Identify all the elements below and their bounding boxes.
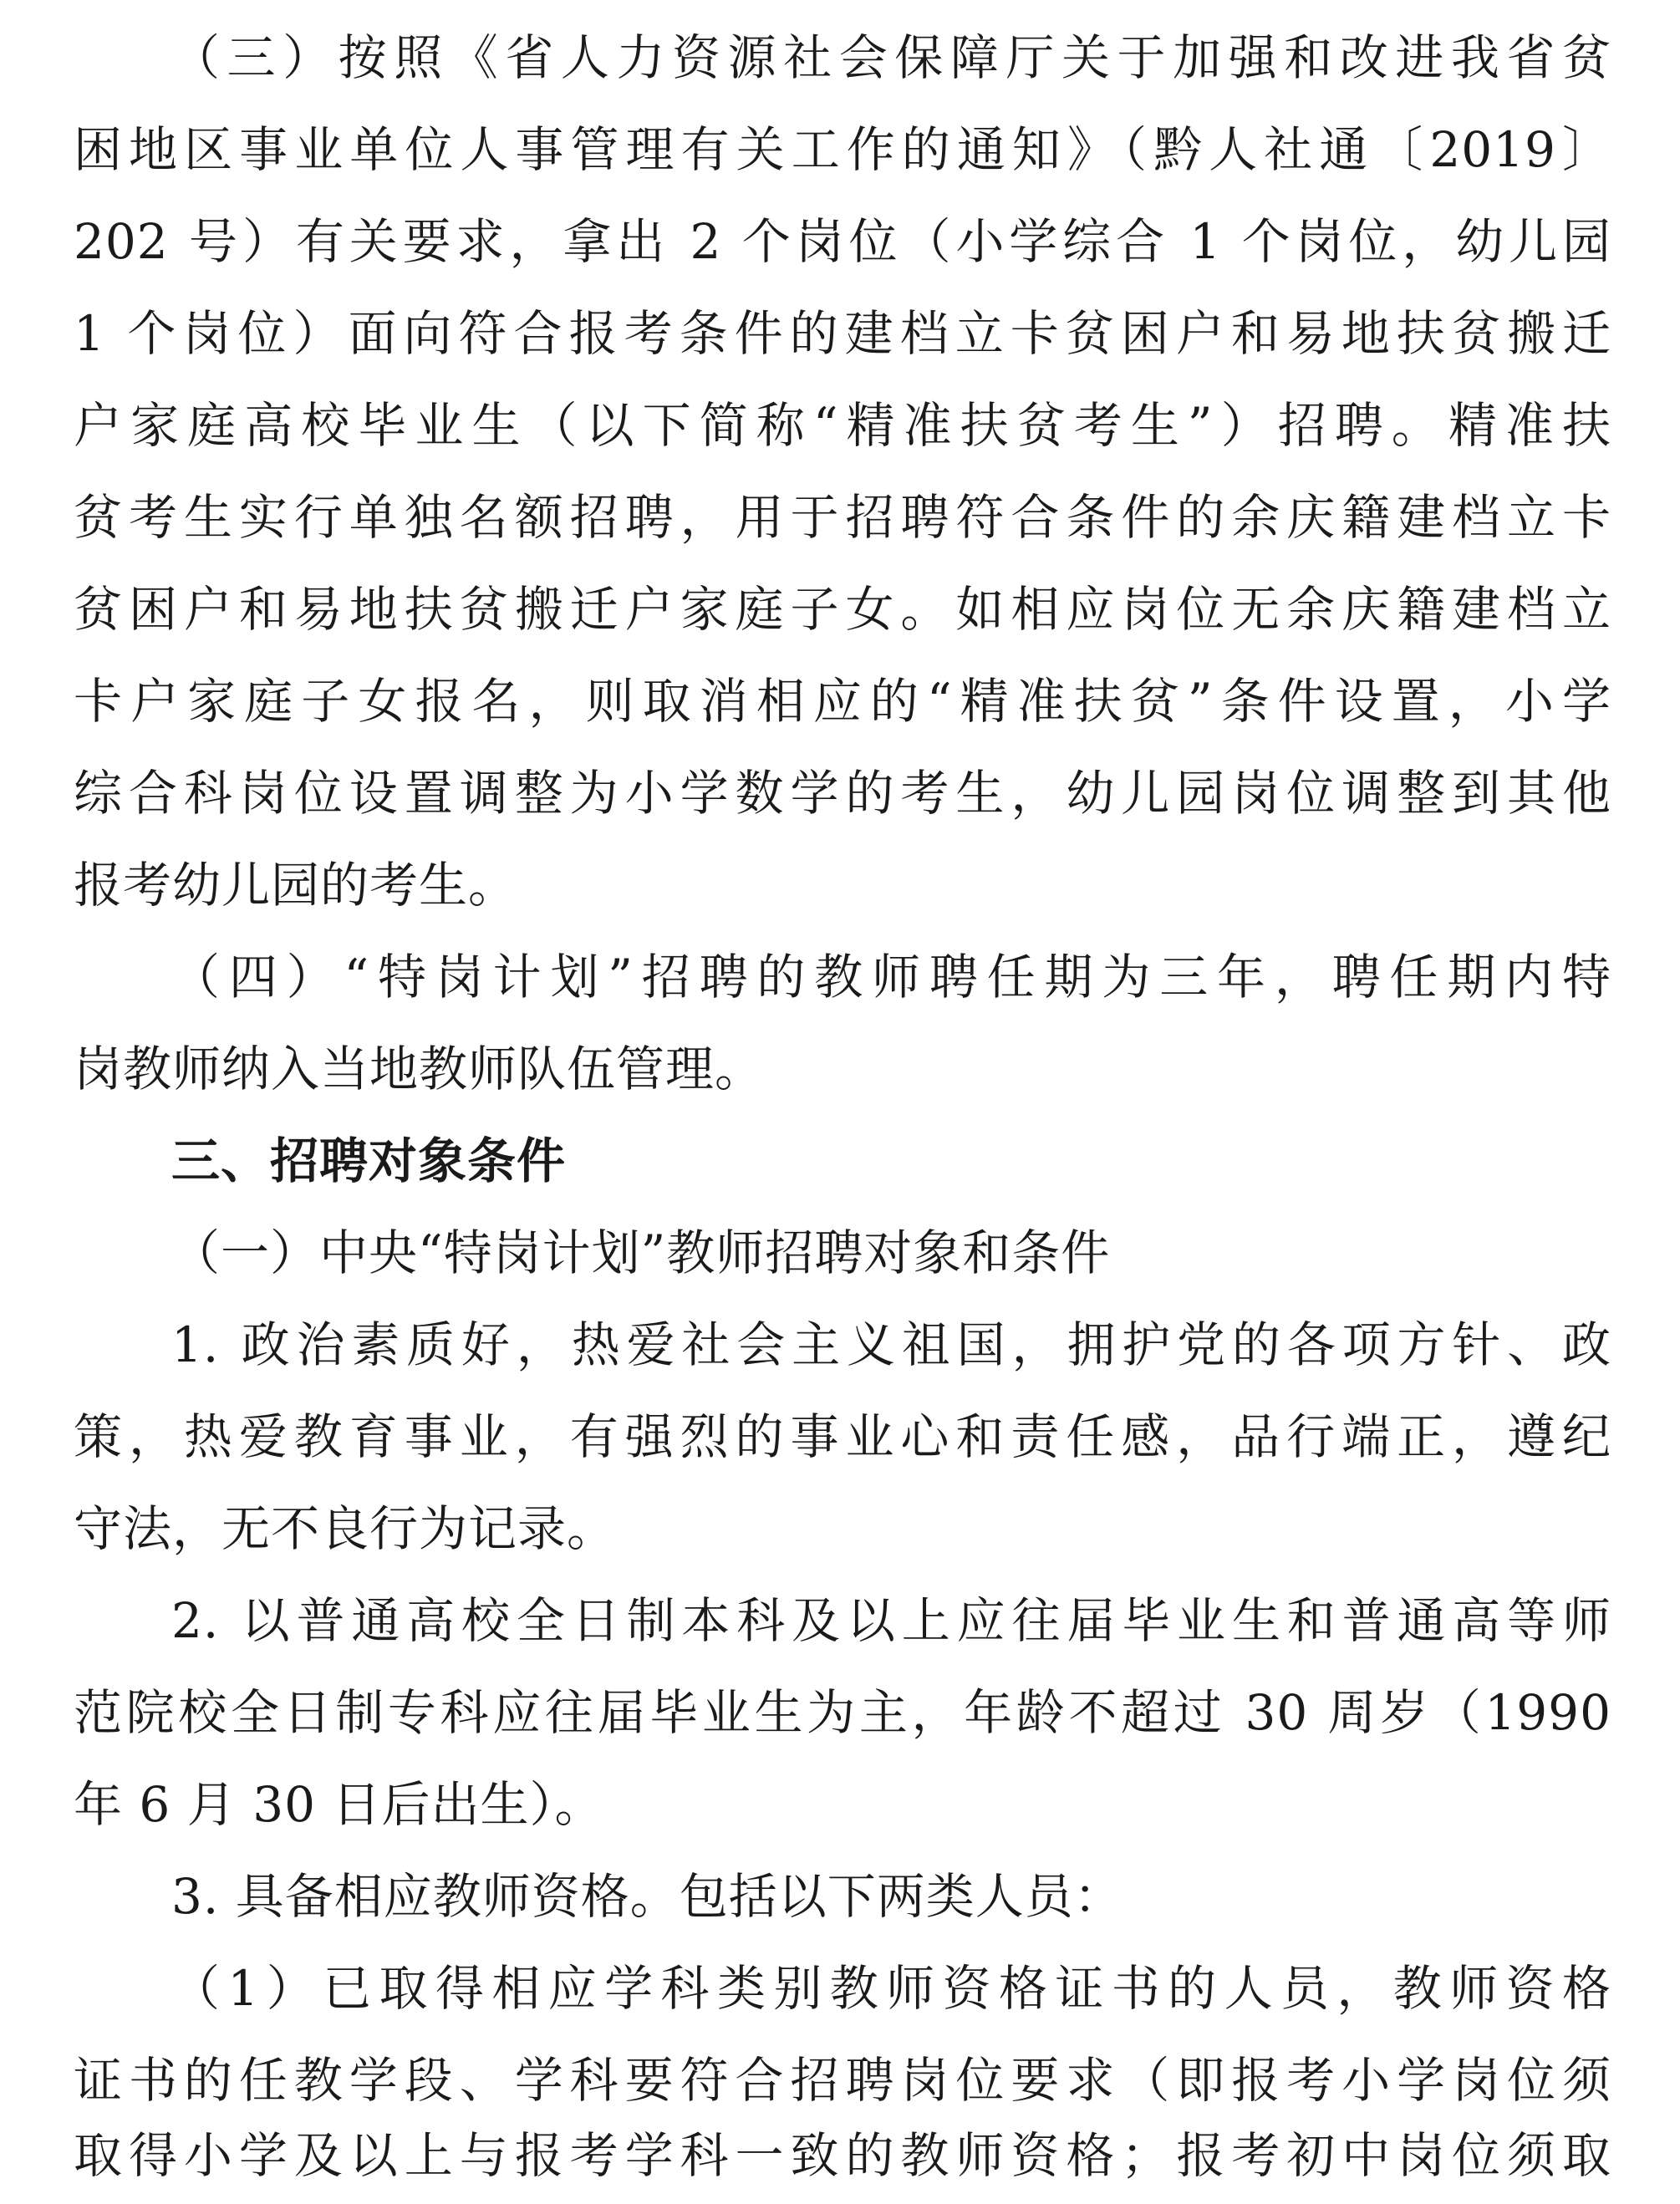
text-line: 策，热爱教育事业，有强烈的事业心和责任感，品行端正，遵纪 (74, 1408, 1611, 1465)
text-line: 年 6 月 30 日后出生）。 (74, 1776, 604, 1833)
text-line: 守法，无不良行为记录。 (74, 1500, 617, 1557)
text-line: （1）已取得相应学科类别教师资格证书的人员，教师资格 (171, 1960, 1611, 2017)
text-line: 范院校全日制专科应往届毕业生为主，年龄不超过 30 周岁（1990 (74, 1684, 1611, 1741)
text-line: 卡户家庭子女报名，则取消相应的“精准扶贫”条件设置，小学 (74, 673, 1611, 730)
text-line: 报考幼儿园的考生。 (74, 857, 518, 914)
text-line: 户家庭高校毕业生（以下简称“精准扶贫考生”）招聘。精准扶 (74, 397, 1611, 454)
text-line: 取得小学及以上与报考学科一致的教师资格；报考初中岗位须取 (74, 2127, 1611, 2184)
text-line: 2. 以普通高校全日制本科及以上应往届毕业生和普通高等师 (171, 1592, 1611, 1649)
section-heading: 三、招聘对象条件 (171, 1133, 567, 1189)
text-line: 贫考生实行单独名额招聘，用于招聘符合条件的余庆籍建档立卡 (74, 489, 1611, 546)
text-line: 202 号）有关要求，拿出 2 个岗位（小学综合 1 个岗位，幼儿园 (74, 213, 1611, 270)
text-line: （三）按照《省人力资源社会保障厅关于加强和改进我省贫 (171, 29, 1611, 86)
text-line: 1 个岗位）面向符合报考条件的建档立卡贫困户和易地扶贫搬迁 (74, 305, 1611, 362)
text-line: （四）“特岗计划”招聘的教师聘任期为三年，聘任期内特 (171, 949, 1611, 1005)
text-line: 贫困户和易地扶贫搬迁户家庭子女。如相应岗位无余庆籍建档立 (74, 581, 1611, 638)
text-line: 3. 具备相应教师资格。包括以下两类人员： (171, 1868, 1123, 1925)
text-line: 1. 政治素质好，热爱社会主义祖国，拥护党的各项方针、政 (171, 1316, 1611, 1373)
text-line: 困地区事业单位人事管理有关工作的通知》（黔人社通〔2019〕 (74, 121, 1611, 178)
text-line: 综合科岗位设置调整为小学数学的考生，幼儿园岗位调整到其他 (74, 765, 1611, 822)
text-line: 岗教师纳入当地教师队伍管理。 (74, 1041, 765, 1097)
text-line: 证书的任教学段、学科要符合招聘岗位要求（即报考小学岗位须 (74, 2052, 1611, 2109)
subsection-heading: （一）中央“特岗计划”教师招聘对象和条件 (171, 1224, 1111, 1281)
